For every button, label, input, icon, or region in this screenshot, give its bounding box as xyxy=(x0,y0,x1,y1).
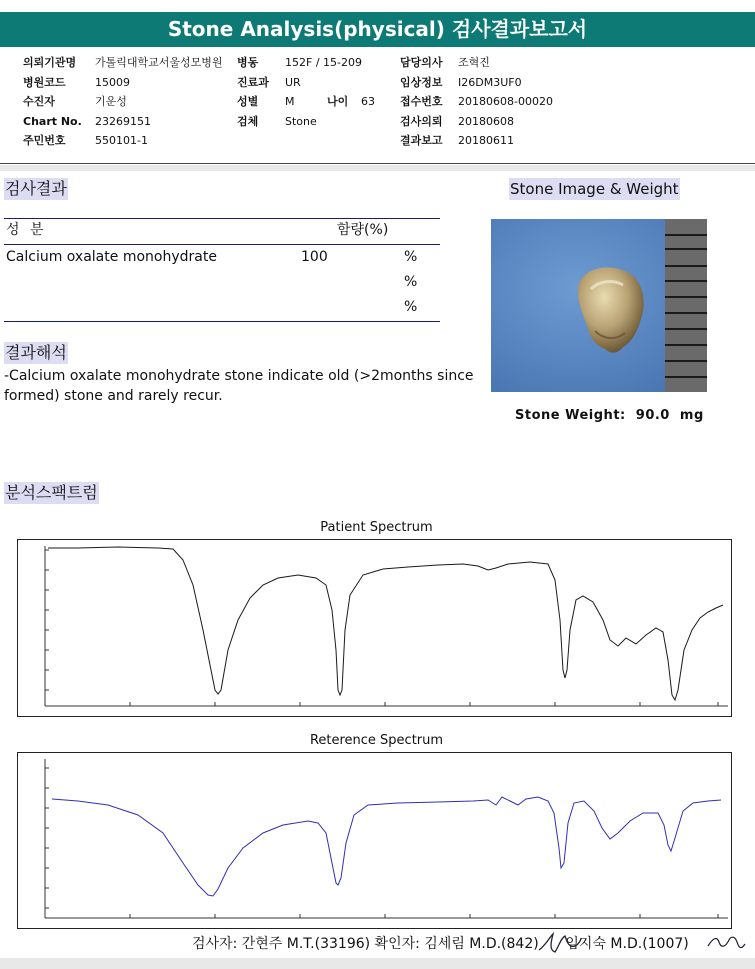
spectrum-section-title: 분석스팩트럼 xyxy=(5,483,98,502)
info-column-1 xyxy=(23,53,223,151)
label-clinical-info: 임상정보 xyxy=(400,75,443,89)
results-section-title: 검사결과 xyxy=(5,179,67,198)
results-col-component: 성 분 xyxy=(6,222,47,238)
signature-1-icon xyxy=(535,928,585,958)
value-report-date: 20180611 xyxy=(458,134,514,147)
patient-spectrum-plot xyxy=(17,539,732,717)
label-receipt-no: 접수번호 xyxy=(400,95,443,108)
value-physician: 조혁진 xyxy=(458,56,490,69)
interpretation-section-title: 결과해석 xyxy=(5,343,67,362)
value-ward: 152F / 15-209 xyxy=(285,56,362,69)
value-chart-no: 23269151 xyxy=(95,114,151,128)
results-row-2-unit: % xyxy=(404,274,418,290)
label-specimen: 검체 xyxy=(237,114,259,128)
label-sex: 성별 xyxy=(237,95,259,108)
header-band xyxy=(0,165,755,171)
stone-section-title: Stone Image & Weight xyxy=(510,180,679,198)
results-table-top-line xyxy=(4,218,440,219)
footer-band xyxy=(0,958,755,969)
patient-spectrum-title: Patient Spectrum xyxy=(320,520,433,535)
results-table-header-line xyxy=(4,244,440,245)
reference-spectrum-title: Reterence Spectrum xyxy=(309,733,444,748)
label-chart-no: Chart No. xyxy=(23,114,82,128)
label-request-date: 검사의뢰 xyxy=(400,114,443,128)
value-age: 63 xyxy=(361,95,375,108)
label-institution: 의뢰기관명 xyxy=(23,56,77,69)
value-request-date: 20180608 xyxy=(458,114,514,128)
value-institution: 가톨릭대학교서울성모병원 xyxy=(95,56,223,69)
stone-photo xyxy=(491,219,707,392)
label-patient: 수진자 xyxy=(23,95,55,108)
signature-line: 검사자: 간현주 M.T.(33196) 확인자: 김세림 M.D.(842) 임지숙 M.D.(1007) xyxy=(192,936,689,952)
label-physician: 담당의사 xyxy=(400,56,443,69)
patient-spectrum-svg xyxy=(18,540,731,716)
label-age: 나이 xyxy=(327,95,349,108)
stone-photo-drawing xyxy=(491,219,707,392)
info-column-2 xyxy=(237,53,375,131)
results-table-bottom-line xyxy=(4,321,440,322)
interpretation-text: -Calcium oxalate monohydrate stone indicate old (>2months since formed) stone and rarely recur. xyxy=(4,368,474,404)
results-row-1-unit: % xyxy=(404,249,418,265)
results-row-1-component: Calcium oxalate monohydrate xyxy=(6,249,217,265)
report-title: Stone Analysis(physical) 검사결과보고서 xyxy=(0,12,755,47)
label-hospital-code: 병원코드 xyxy=(23,75,66,89)
value-patient: 기운성 xyxy=(95,95,127,108)
header-divider xyxy=(0,163,755,164)
reference-spectrum-plot xyxy=(17,752,732,929)
results-row-3-unit: % xyxy=(404,299,418,315)
reference-spectrum-svg xyxy=(18,753,731,928)
results-col-content: 함량(%) xyxy=(337,222,389,238)
value-hospital-code: 15009 xyxy=(95,75,130,89)
label-ward: 병동 xyxy=(237,56,259,69)
results-row-1-value: 100 xyxy=(301,249,328,265)
value-sex: M xyxy=(285,95,295,108)
value-specimen: Stone xyxy=(285,114,317,128)
signature-2-icon xyxy=(705,928,747,958)
label-report-date: 결과보고 xyxy=(400,134,443,147)
value-department: UR xyxy=(285,75,301,89)
label-department: 진료과 xyxy=(237,75,269,89)
value-clinical-info: I26DM3UF0 xyxy=(458,75,522,89)
label-resident-no: 주민번호 xyxy=(23,134,66,147)
info-column-3 xyxy=(400,53,553,151)
stone-weight: Stone Weight: 90.0 mg xyxy=(515,408,704,423)
value-receipt-no: 20180608-00020 xyxy=(458,95,553,108)
value-resident-no: 550101-1 xyxy=(95,134,148,147)
